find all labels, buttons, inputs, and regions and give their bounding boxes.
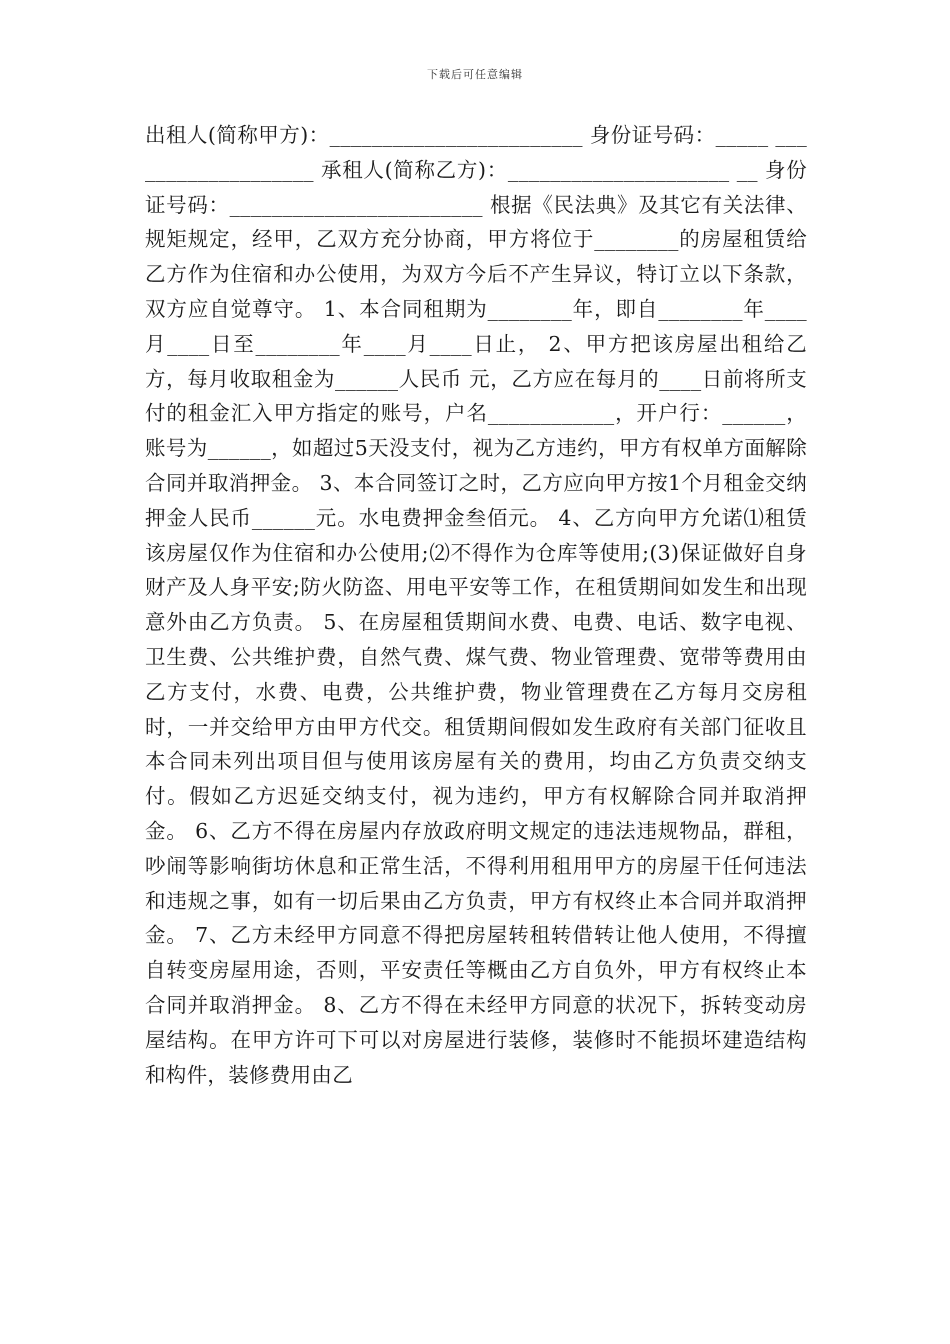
contract-body-text: 出租人(简称甲方)：________________________ 身份证号码：_____ ___________________ 承租人(简称乙方)：_____________________ __ 身份证号码：________________________ 根据《民法典》及其它有关法律、规矩规定，经甲，乙双方充分协商，甲方将位于________的房屋租赁给乙方作为住宿和办公使用，为双方今后不产生异议，特订立以下条款，双方应自觉尊守。 1、本合同租期为________年，即自________年____月____日至________年____月____日止， 2、甲方把该房屋出租给乙方，每月收取租金为______人民币 元，乙方应在每月的____日前将所支付的租金汇入甲方指定的账号，户名____________，开户行：______，账号为______，如超过5天没支付，视为乙方违约，甲方有权单方面解除合同并取消押金。 3、本合同签订之时，乙方应向甲方按1个月租金交纳押金人民币______元。水电费押金叁佰元。 4、乙方向甲方允诺⑴租赁该房屋仅作为住宿和办公使用;⑵不得作为仓库等使用;(3)保证做好自身财产及人身平安;防火防盗、用电平安等工作，在租赁期间如发生和出现意外由乙方负责。 5、在房屋租赁期间水费、电费、电话、数字电视、卫生费、公共维护费，自然气费、煤气费、物业管理费、宽带等费用由乙方支付，水费、电费，公共维护费，物业管理费在乙方每月交房租时，一并交给甲方由甲方代交。租赁期间假如发生政府有关部门征收且本合同未列出项目但与使用该房屋有关的费用，均由乙方负责交纳支付。假如乙方迟延交纳支付，视为违约，甲方有权解除合同并取消押金。 6、乙方不得在房屋内存放政府明文规定的违法违规物品，群租，吵闹等影响街坊休息和正常生活，不得利用租用甲方的房屋干任何违法和违规之事，如有一切后果由乙方负责，甲方有权终止本合同并取消押金。 7、乙方未经甲方同意不得把房屋转租转借转让他人使用，不得擅自转变房屋用途，否则，平安责任等概由乙方自负外，甲方有权终止本合同并取消押金。 8、乙方不得在未经甲方同意的状况下，拆转变动房屋结构。在甲方许可下可以对房屋进行装修，装修时不能损坏建造结构和构件，装修费用由乙 (145, 123, 807, 1087)
header-note: 下载后可任意编辑 (427, 68, 523, 81)
